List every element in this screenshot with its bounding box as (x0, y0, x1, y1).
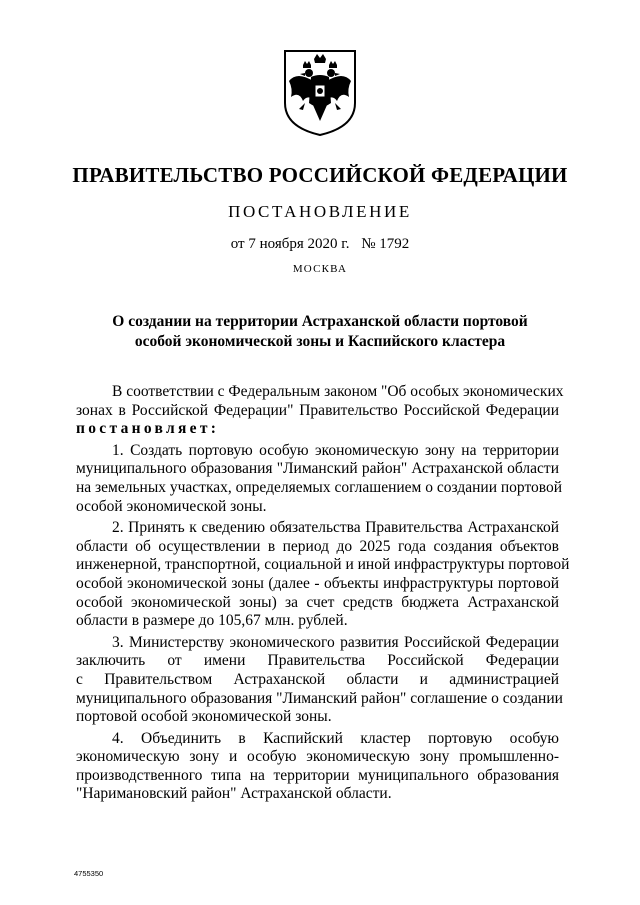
coat-of-arms-emblem (275, 45, 365, 137)
text-line: муниципального образования "Лиманский район" Астраханской области (76, 460, 559, 478)
text-line: особой экономической зоны (далее - объекты инфраструктуры портовой (76, 574, 559, 592)
text-line: зонах в Российской Федерации" Правительство Российской Федерации (76, 401, 559, 419)
text-line: экономическую зону и особую экономическую зону промышленно- (76, 748, 559, 766)
date-number-line (0, 236, 640, 253)
decree-word: постановляет: (76, 420, 220, 438)
text-line: 4. Объединить в Каспийский кластер портовую особую (112, 729, 559, 747)
clause-3 (76, 633, 563, 727)
clause-4 (76, 730, 559, 804)
text-line: В соответствии с Федеральным законом "Об особых экономических (112, 383, 564, 400)
text-line: заключить от имени Правительства Российской Федерации (76, 652, 559, 670)
document-heading (100, 312, 540, 352)
text-line: портовой особой экономической зоны. (76, 708, 332, 726)
russian-coat-of-arms-icon (275, 45, 365, 137)
document-number: 1792 (379, 236, 410, 252)
text-line: 1. Создать портовую особую экономическую зону на территории (112, 441, 559, 459)
text-line: на земельных участках, определяемых соглашением о создании портовой (76, 478, 563, 496)
text-line: области в размере до 105,67 млн. рублей. (76, 612, 348, 630)
text-line: муниципального образования "Лиманский район" соглашение о создании (76, 689, 563, 707)
text-line: 2. Принять к сведению обязательства Правительства Астраханской (112, 519, 559, 537)
text-line: 3. Министерству экономического развития Российской Федерации (112, 633, 559, 651)
text-line: с Правительством Астраханской области и администрацией (76, 670, 559, 688)
text-line: особой экономической зоны) за счет средств бюджета Астраханской (76, 593, 559, 611)
text-line: особой экономической зоны. (76, 497, 267, 515)
document-id: 4755350 (74, 869, 104, 878)
heading-line: особой экономической зоны и Каспийского кластера (134, 333, 506, 350)
text-line: производственного типа на территории муниципального образования (76, 766, 559, 784)
clause-2 (76, 519, 570, 631)
organization-title: ПРАВИТЕЛЬСТВО РОССИЙСКОЙ ФЕДЕРАЦИИ (72, 163, 568, 187)
document-body (76, 383, 570, 804)
clause-1 (76, 441, 563, 516)
document-type: ПОСТАНОВЛЕНИЕ (228, 202, 412, 221)
city: МОСКВА (292, 263, 348, 275)
text-line: области об осуществлении в период до 2025 года создания объектов (76, 537, 559, 555)
heading-line: О создании на территории Астраханской области портовой (112, 313, 528, 330)
preamble (76, 383, 564, 439)
text-line: "Наримановский район" Астраханской области. (76, 785, 392, 803)
document-date: от 7 ноября 2020 г. (230, 236, 350, 252)
number-sign: № (361, 236, 376, 252)
text-line: инженерной, транспортной, социальной и иной инфраструктуры портовой (76, 556, 570, 574)
